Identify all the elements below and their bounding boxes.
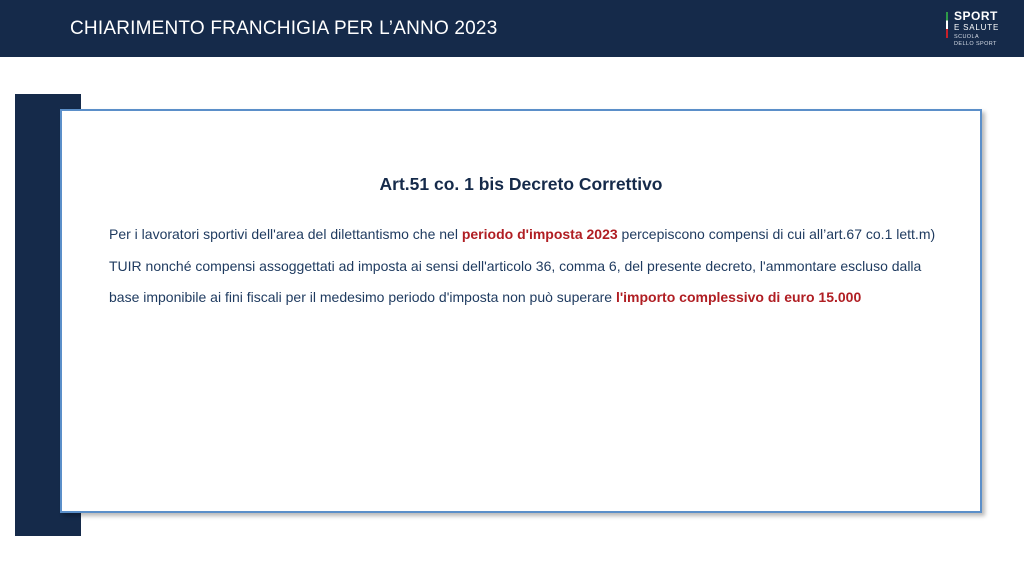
highlight-tax-period: periodo d'imposta 2023 — [461, 226, 618, 242]
body-text-part-2: percepiscono compensi di cui all’art.67 co.1 lett.m) TUIR nonché compensi assoggettati ad imposta ai sensi dell'articolo 36, comma 6, del presente decreto, l'ammontare escluso dalla base imponibile ai fini fiscali per il medesimo periodo d'imposta non può superare — [109, 226, 936, 305]
body-text-part-1: Per i lavoratori sportivi dell'area del dilettantismo che nel — [109, 226, 462, 242]
highlight-amount: l'importo complessivo di euro 15.000 — [615, 289, 862, 305]
logo-line-sport: SPORT — [954, 9, 998, 23]
header-bar — [0, 0, 1024, 57]
logo-line-scuola-2: DELLO SPORT — [954, 40, 997, 47]
logo-line-salute: E SALUTE — [954, 23, 1000, 32]
logo-line-scuola-1: SCUOLA — [954, 34, 980, 40]
slide-title: CHIARIMENTO FRANCHIGIA PER L’ANNO 2023 — [70, 18, 498, 39]
italian-flag-icon — [946, 12, 948, 38]
card-body-text — [109, 219, 939, 314]
content-card — [60, 109, 982, 513]
sport-e-salute-logo — [946, 10, 1016, 50]
card-title: Art.51 co. 1 bis Decreto Correttivo — [379, 174, 663, 194]
logo-line-scuola — [954, 34, 997, 47]
